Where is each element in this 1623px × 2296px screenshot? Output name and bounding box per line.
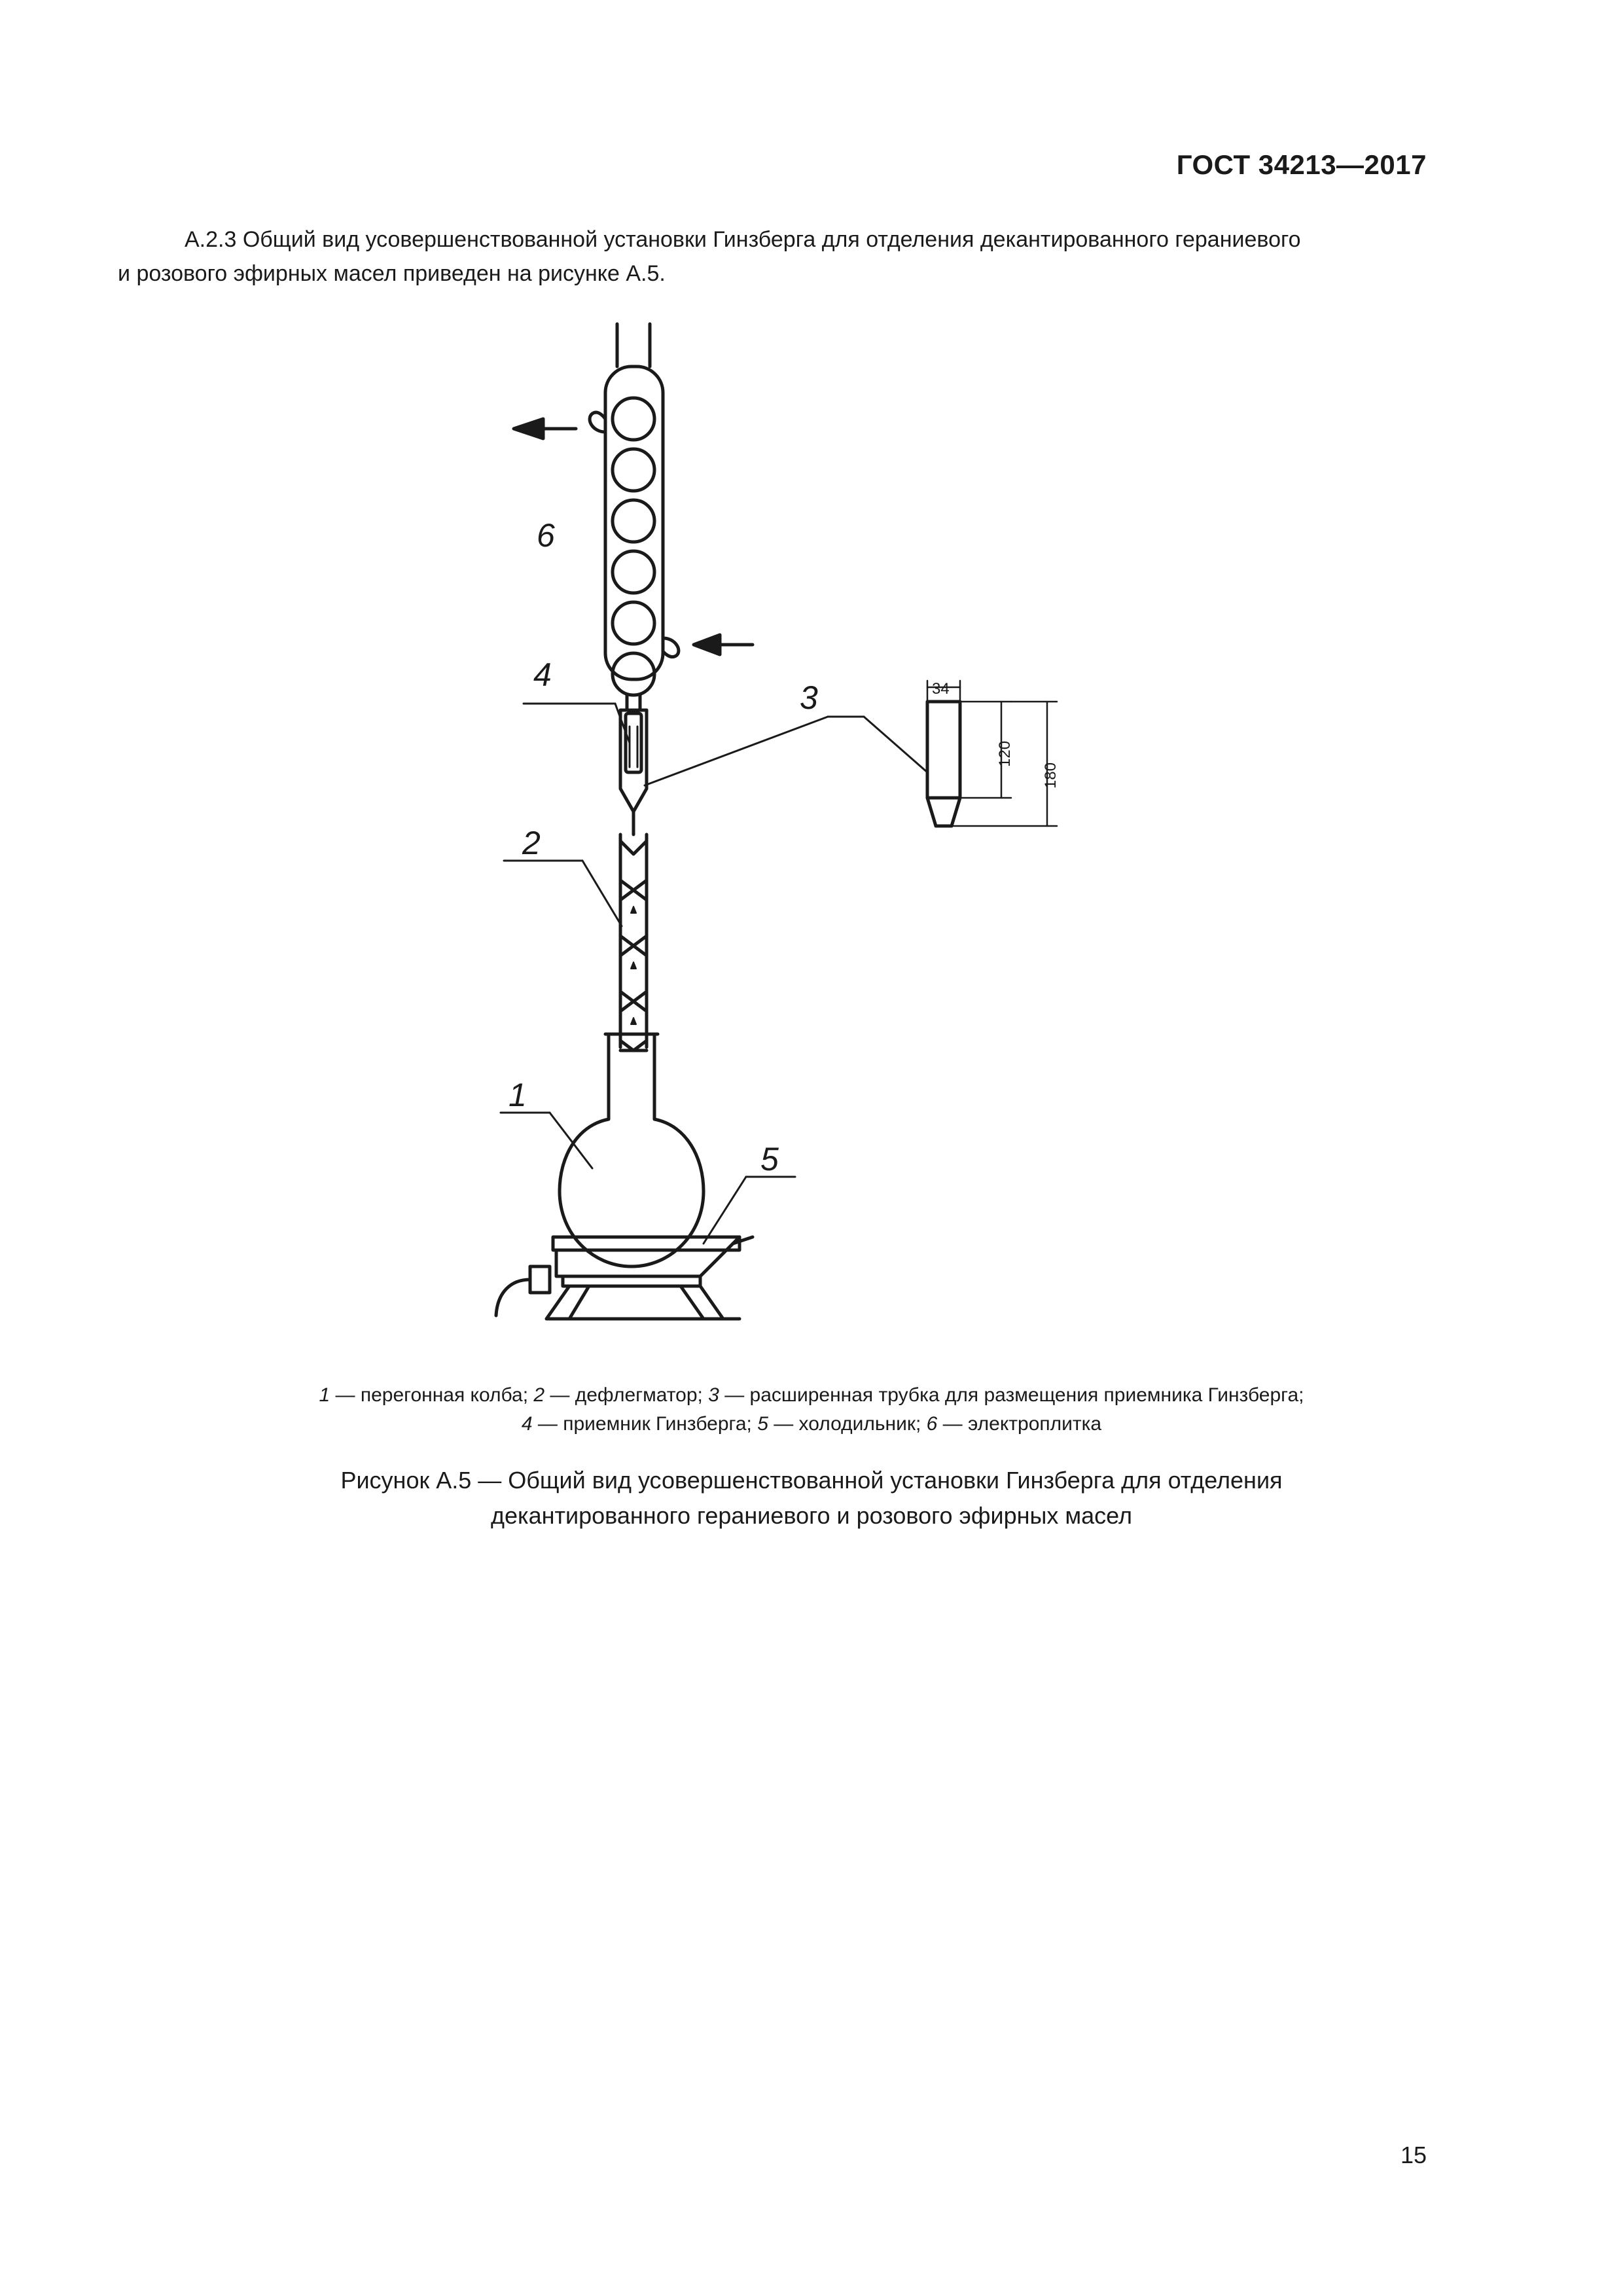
dimension-inner-height: 120 xyxy=(996,740,1014,767)
condenser xyxy=(590,324,679,710)
legend-text-5: — холодильник; xyxy=(768,1413,927,1435)
callout-4: 4 xyxy=(533,656,552,693)
figure-legend xyxy=(118,1381,1505,1439)
legend-num-5: 5 xyxy=(757,1413,768,1435)
legend-num-6: 6 xyxy=(926,1413,938,1435)
callout-6: 5 xyxy=(760,1141,779,1177)
standard-header: ГОСТ 34213—2017 xyxy=(1176,149,1427,180)
caption-line-1: Рисунок А.5 — Общий вид усовершенствованной установки Гинзберга для отделения xyxy=(340,1467,1283,1494)
figure-caption xyxy=(118,1463,1505,1534)
callout-3: 3 xyxy=(800,679,818,716)
legend-num-1: 1 xyxy=(319,1384,330,1406)
legend-num-3: 3 xyxy=(708,1384,719,1406)
page-number: 15 xyxy=(1400,2142,1427,2168)
ginzberg-receiver xyxy=(626,713,641,772)
legend-num-4: 4 xyxy=(521,1413,533,1435)
coolant-outlet-arrow xyxy=(514,419,576,439)
legend-line-1 xyxy=(118,1381,1505,1410)
callout-2: 2 xyxy=(522,825,541,861)
condenser-bulbs xyxy=(613,398,654,695)
coolant-inlet-arrow xyxy=(694,635,753,655)
legend-text-1: — перегонная колба; xyxy=(330,1384,534,1406)
legend-line-2 xyxy=(118,1410,1505,1439)
legend-num-2: 2 xyxy=(533,1384,545,1406)
callout-5: 6 xyxy=(537,517,555,554)
intro-line-1: А.2.3 Общий вид усовершенствованной установки Гинзберга для отделения декантированного гераниевого xyxy=(185,227,1301,252)
legend-text-3: — расширенная трубка для размещения приемника Гинзберга; xyxy=(719,1384,1304,1406)
legend-text-4: — приемник Гинзберга; xyxy=(532,1413,758,1435)
callout-1: 1 xyxy=(508,1077,527,1113)
dimension-width: 34 xyxy=(932,680,950,698)
electric-hotplate xyxy=(496,1237,753,1319)
distillation-flask xyxy=(560,1034,704,1266)
intro-line-2: и розового эфирных масел приведен на рисунке А.5. xyxy=(118,261,666,286)
caption-line-2: декантированного гераниевого и розового эфирных масел xyxy=(491,1502,1132,1529)
legend-text-2: — дефлегматор; xyxy=(544,1384,709,1406)
legend-text-6: — электроплитка xyxy=(937,1413,1102,1435)
dimension-total-height: 180 xyxy=(1042,762,1060,789)
wide-tube-detail xyxy=(927,702,960,826)
dephlegmator xyxy=(620,834,647,1050)
